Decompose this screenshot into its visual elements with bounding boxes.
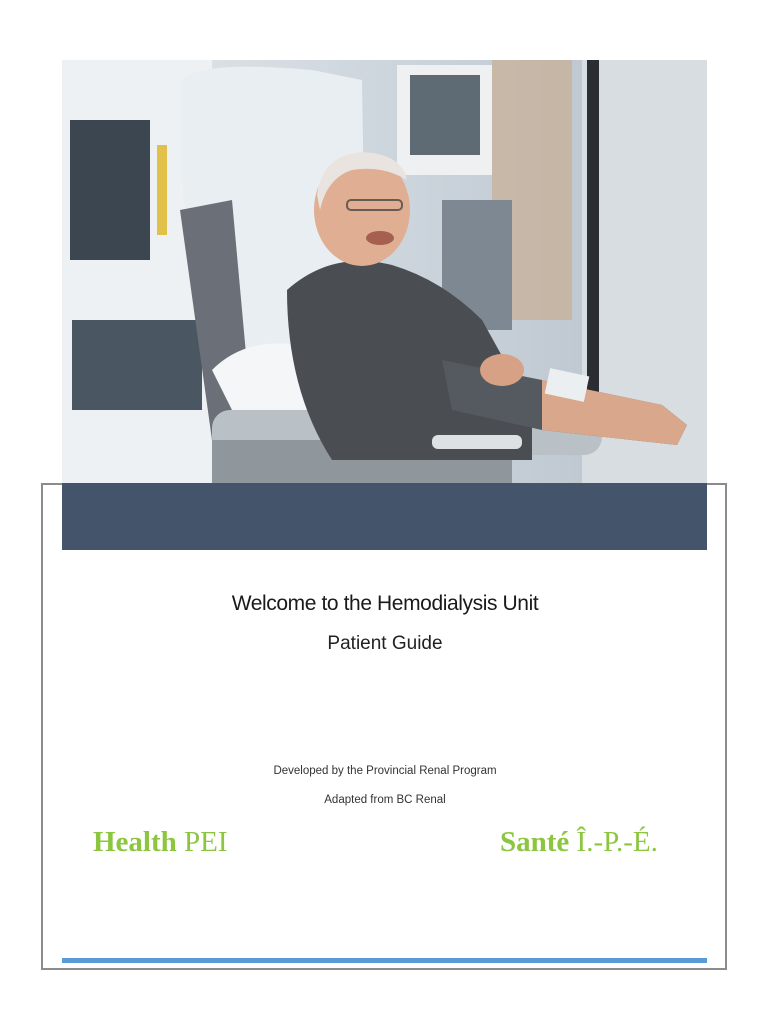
logo-left-light: PEI [184, 826, 228, 858]
document-title: Welcome to the Hemodialysis Unit [231, 592, 539, 615]
adapted-from-text: Adapted from BC Renal [324, 794, 446, 806]
cover-photo [62, 60, 707, 483]
logo-left-bold: Health [93, 826, 177, 858]
developed-by-text: Developed by the Provincial Renal Program [273, 765, 497, 777]
patient-dialysis-illustration [62, 60, 707, 483]
bottom-rule [62, 958, 707, 963]
sante-ipe-logo [500, 826, 658, 859]
cover-frame [41, 483, 727, 970]
title-banner [62, 483, 707, 550]
logo-right-light: Î.-P.-É. [576, 826, 658, 858]
health-pei-logo [93, 826, 228, 859]
logo-right-bold: Santé [500, 826, 570, 858]
document-subtitle: Patient Guide [327, 633, 443, 654]
